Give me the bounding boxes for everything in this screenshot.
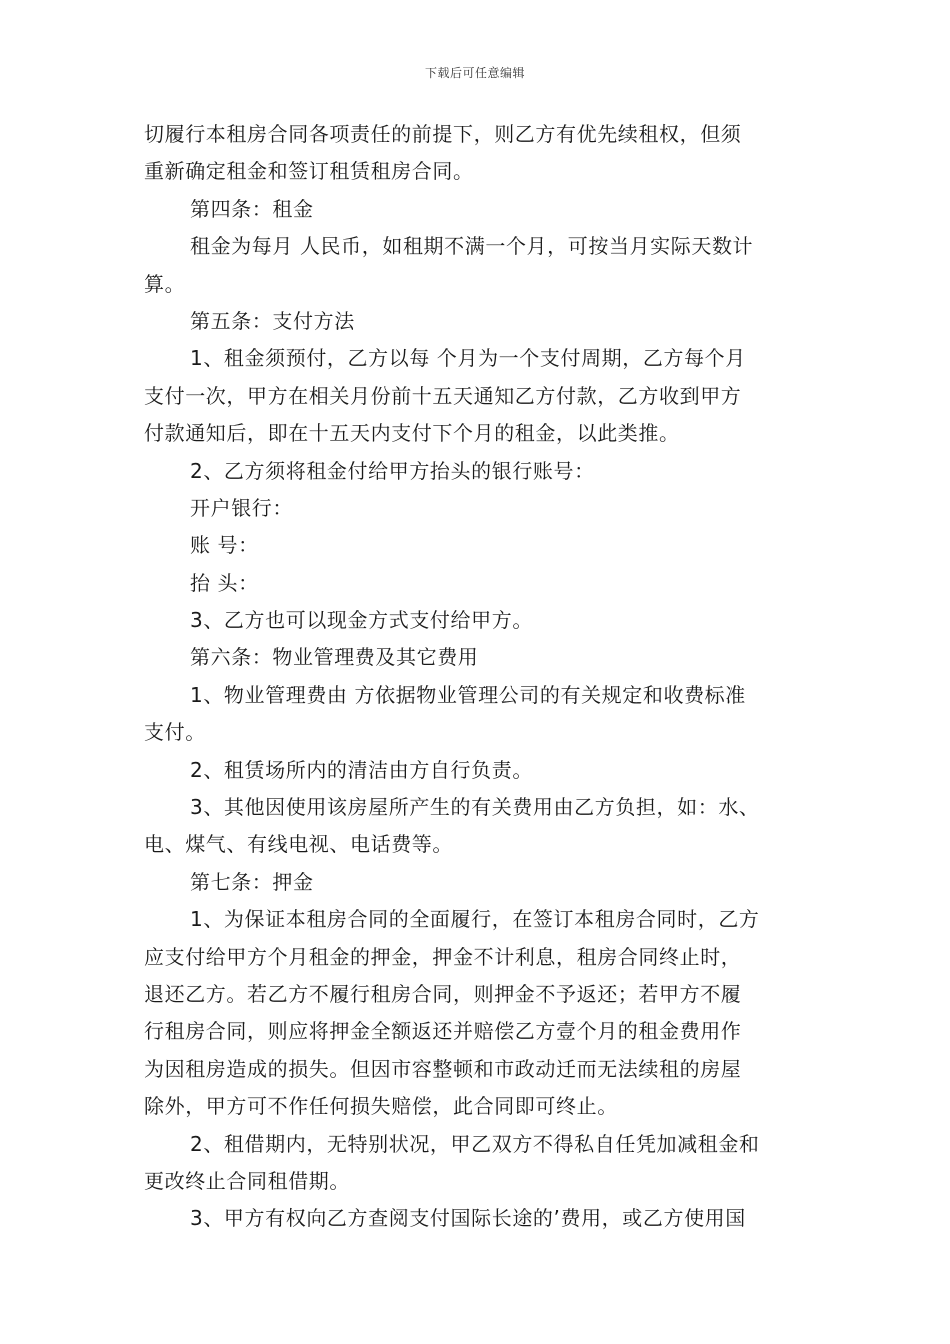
text-line: 行租房合同，则应将押金全额返还并赔偿乙方壹个月的租金费用作 (144, 1019, 742, 1044)
section-heading: 第七条：押金 (190, 869, 314, 894)
text-line: 重新确定租金和签订租赁租房合同。 (144, 159, 474, 184)
bank-field-label: 账 号： (190, 533, 259, 558)
text-line: 1、为保证本租房合同的全面履行，在签订本租房合同时，乙方 (190, 907, 760, 932)
text-line: 支付。 (144, 720, 206, 745)
page-header: 下载后可任意编辑 (424, 66, 525, 80)
section-heading: 第四条：租金 (190, 196, 314, 221)
text-line: 2、租借期内，无特别状况，甲乙双方不得私自任凭加减租金和 (190, 1131, 760, 1156)
bank-field-label: 抬 头： (190, 570, 259, 595)
section-heading: 第六条：物业管理费及其它费用 (190, 645, 479, 670)
text-line: 2、乙方须将租金付给甲方抬头的银行账号： (190, 458, 595, 483)
section-heading: 第五条：支付方法 (190, 308, 355, 333)
text-line: 1、物业管理费由 方依据物业管理公司的有关规定和收费标准 (190, 682, 746, 707)
text-line: 租金为每月 人民币，如租期不满一个月，可按当月实际天数计 (190, 234, 754, 259)
text-line: 付款通知后，即在十五天内支付下个月的租金，以此类推。 (144, 421, 680, 446)
text-line: 支付一次，甲方在相关月份前十五天通知乙方付款，乙方收到甲方 (144, 383, 742, 408)
text-line: 切履行本租房合同各项责任的前提下，则乙方有优先续租权，但须 (144, 122, 742, 146)
text-line: 应支付给甲方个月租金的押金，押金不计利息，租房合同终止时， (144, 944, 742, 969)
bank-field-label: 开户银行： (190, 495, 293, 520)
text-line: 3、甲方有权向乙方查阅支付国际长途的’费用，或乙方使用国 (190, 1206, 746, 1231)
text-line: 3、乙方也可以现金方式支付给甲方。 (190, 608, 533, 633)
text-line: 3、其他因使用该房屋所产生的有关费用由乙方负担，如：水、 (190, 795, 760, 820)
text-line: 为因租房造成的损失。但因市容整顿和市政动迁而无法续租的房屋 (144, 1056, 742, 1081)
text-line: 1、租金须预付，乙方以每 个月为一个支付周期，乙方每个月 (190, 346, 746, 371)
text-line: 电、煤气、有线电视、电话费等。 (144, 832, 453, 857)
document-body (144, 116, 812, 1238)
text-line: 更改终止合同租借期。 (144, 1168, 350, 1193)
text-line: 除外，甲方可不作任何损失赔偿，此合同即可终止。 (144, 1094, 618, 1119)
text-line: 退还乙方。若乙方不履行租房合同，则押金不予返还；若甲方不履 (144, 981, 742, 1006)
text-line: 算。 (144, 271, 186, 296)
text-line: 2、租赁场所内的清洁由方自行负责。 (190, 757, 533, 782)
